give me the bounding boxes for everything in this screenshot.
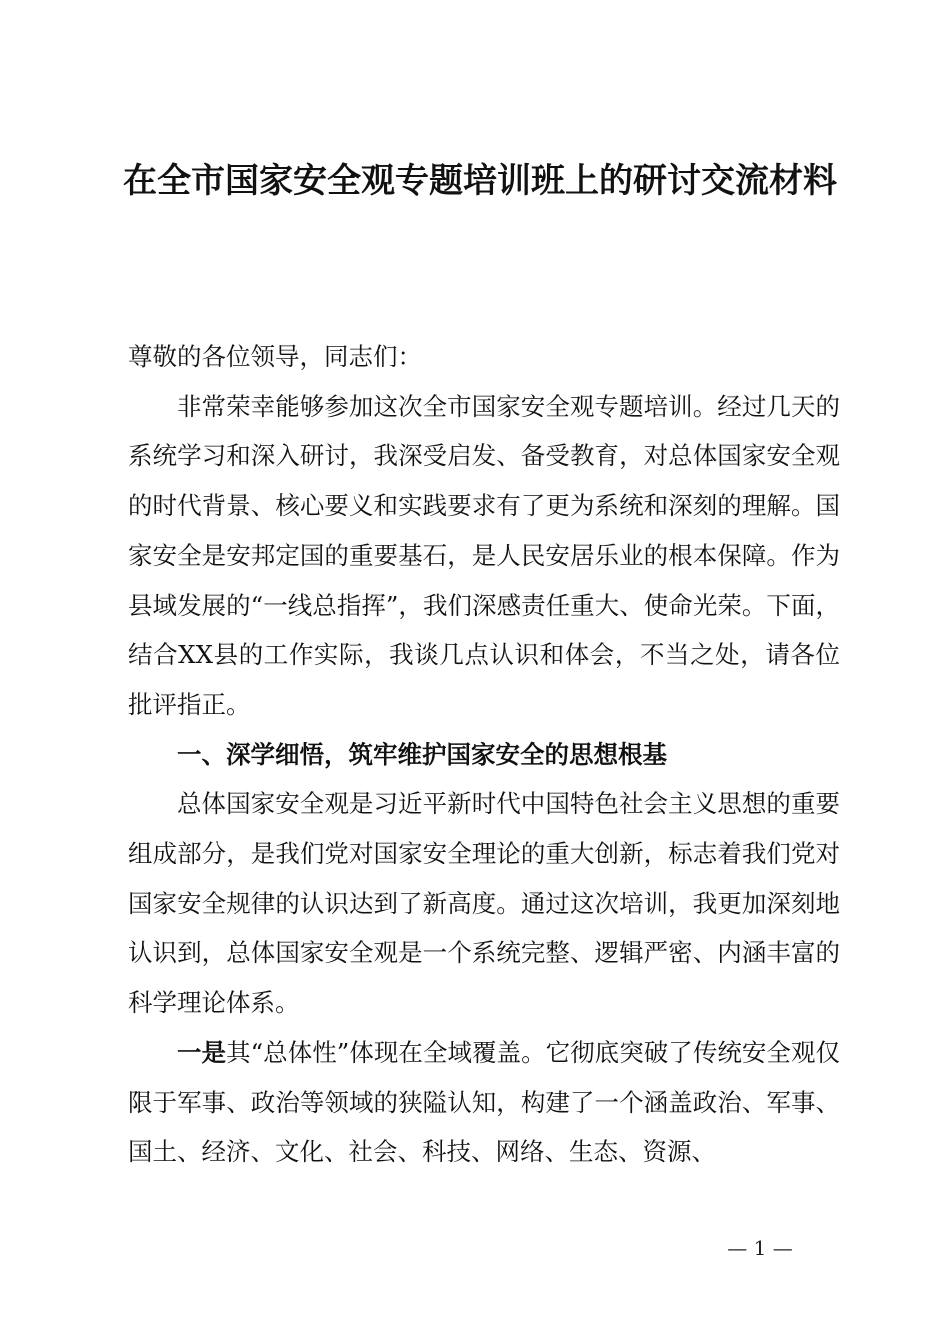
point-text: 其“总体性”体现在全域覆盖。它彻底突破了传统安全观仅限于军事、政治等领域的狭隘认知，构建了一个涵盖政治、军事、国土、经济、文化、社会、科技、网络、生态、资源、 (128, 1037, 840, 1167)
point-lead: 一是 (177, 1037, 227, 1067)
page-title: 在全市国家安全观专题培训班上的研讨交流材料 (123, 161, 837, 201)
point-paragraph (128, 1028, 840, 1177)
section-heading: 一、深学细悟，筑牢维护国家安全的思想根基 (177, 739, 667, 769)
page-number: — 1 — (727, 1236, 793, 1260)
document-body (128, 332, 840, 1177)
intro-paragraph: 非常荣幸能够参加这次全市国家安全观专题培训。经过几天的系统学习和深入研讨，我深受启发、备受教育，对总体国家安全观的时代背景、核心要义和实践要求有了更为系统和深刻的理解。国家安全是安邦定国的重要基石，是人民安居乐业的根本保障。作为县域发展的“一线总指挥”，我们深感责任重大、使命光荣。下面，结合XX县的工作实际，我谈几点认识和体会，不当之处，请各位批评指正。 (128, 391, 840, 719)
section-paragraph: 总体国家安全观是习近平新时代中国特色社会主义思想的重要组成部分，是我们党对国家安全理论的重大创新，标志着我们党对国家安全规律的认识达到了新高度。通过这次培训，我更加深刻地认识到，总体国家安全观是一个系统完整、逻辑严密、内涵丰富的科学理论体系。 (128, 789, 840, 1018)
salutation: 尊敬的各位领导，同志们： (128, 342, 422, 371)
